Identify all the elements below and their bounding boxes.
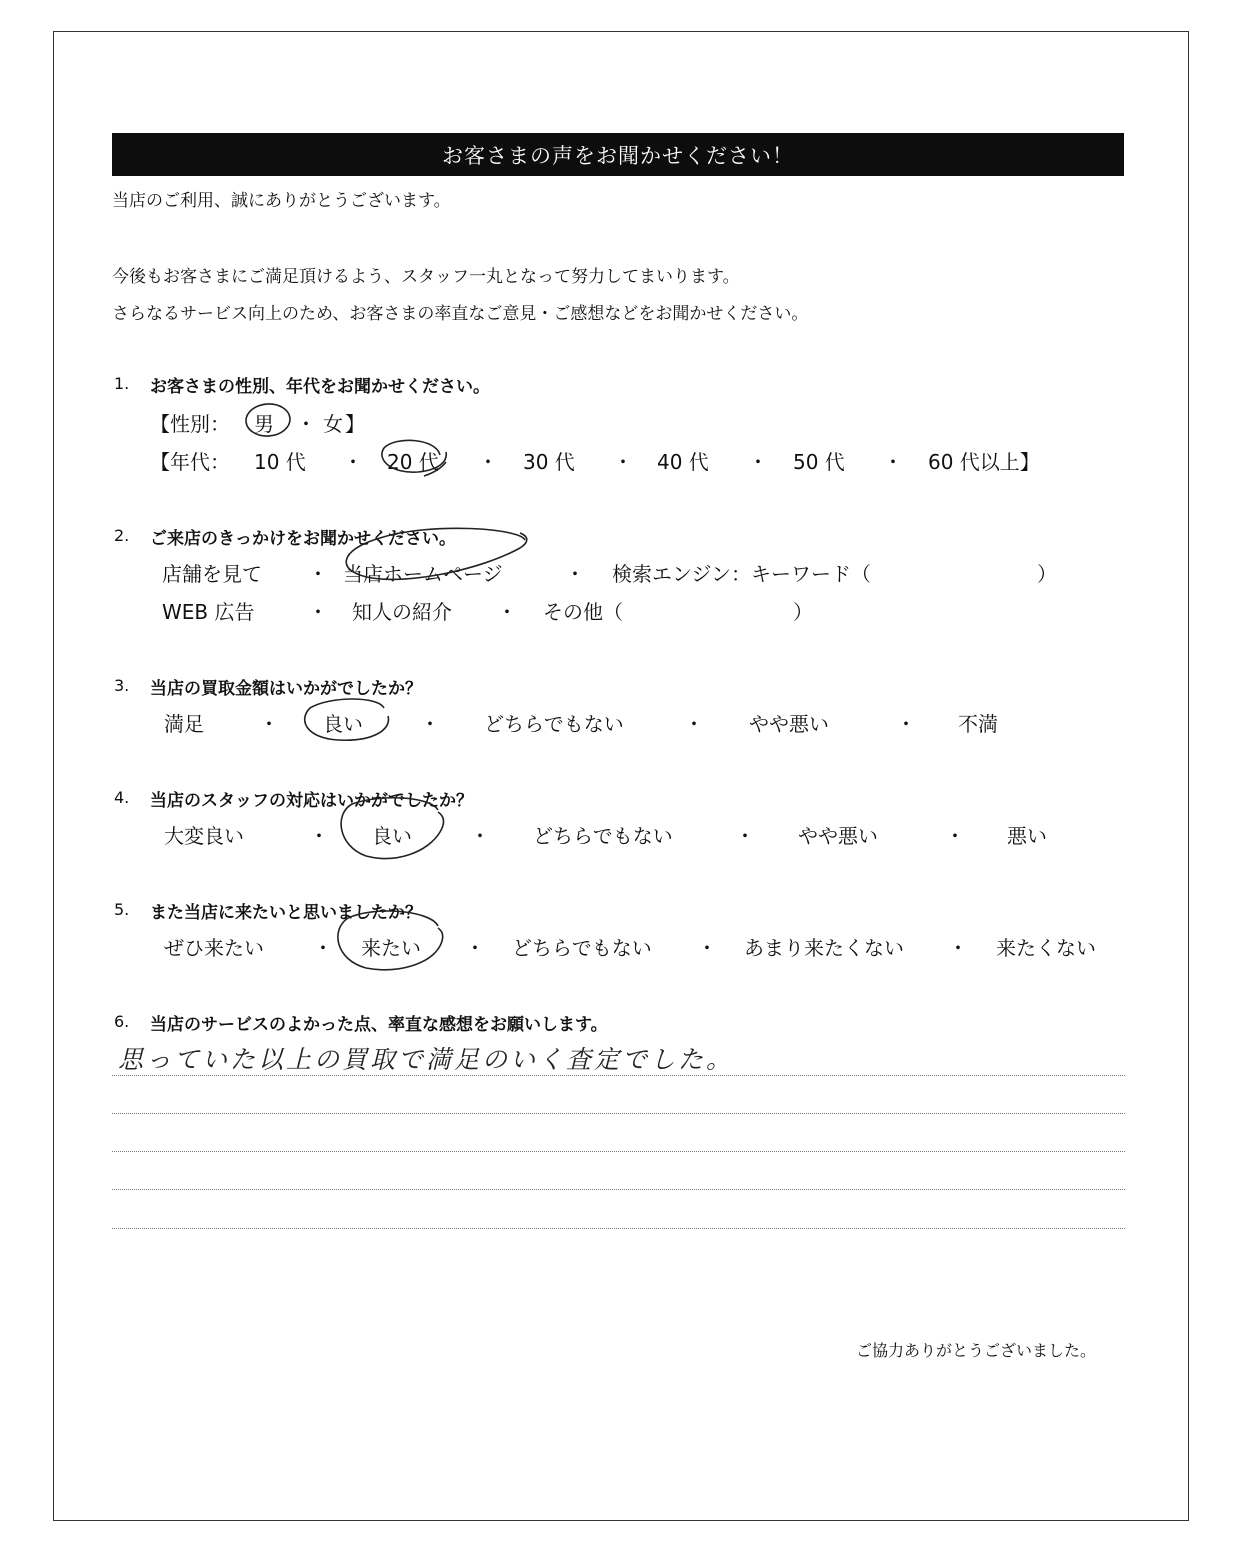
separator-dot: ・ [748, 450, 768, 474]
intro-line-2: 今後もお客さまにご満足頂けるよう、スタッフ一丸となって努力してまいります。 [112, 267, 740, 287]
separator-dot: ・ [613, 450, 633, 474]
q1-gender-male[interactable]: 男 [254, 412, 274, 436]
q1-gender-close: 】 [345, 412, 365, 436]
answer-line [112, 1151, 1125, 1152]
separator-dot: ・ [470, 824, 490, 848]
separator-dot: ・ [420, 712, 440, 736]
q6-question: 当店のサービスのよかった点、率直な感想をお願いします。 [150, 1015, 608, 1035]
q1-age-10[interactable]: 10 代 [254, 450, 306, 474]
q6-number: 6. [114, 1012, 130, 1031]
separator-dot: ・ [735, 824, 755, 848]
q2-question: ご来店のきっかけをお聞かせください。 [150, 529, 456, 549]
separator-dot: ・ [497, 600, 517, 624]
q5-number: 5. [114, 900, 130, 919]
q2-other-close: ） [793, 600, 813, 624]
q4-option-1[interactable]: 大変良い [164, 824, 244, 848]
q2-keyword-close: ） [1037, 562, 1057, 586]
q5-option-4[interactable]: あまり来たくない [744, 936, 904, 960]
separator-dot: ・ [697, 936, 717, 960]
q1-gender-female[interactable]: 女 [323, 412, 343, 436]
separator-dot: ・ [259, 712, 279, 736]
q4-option-3[interactable]: どちらでもない [533, 824, 673, 848]
survey-sheet [53, 31, 1189, 1521]
q1-gender-open: 【性別： [150, 412, 230, 436]
separator-dot: ・ [465, 936, 485, 960]
q3-option-1[interactable]: 満足 [164, 712, 204, 736]
q5-option-5[interactable]: 来たくない [996, 936, 1096, 960]
separator-dot: ・ [883, 450, 903, 474]
q5-option-3[interactable]: どちらでもない [512, 936, 652, 960]
q3-option-5[interactable]: 不満 [958, 712, 998, 736]
q4-option-4[interactable]: やや悪い [798, 824, 878, 848]
separator-dot: ・ [313, 936, 333, 960]
q4-question: 当店のスタッフの対応はいかがでしたか？ [150, 791, 473, 811]
q4-option-5[interactable]: 悪い [1007, 824, 1047, 848]
q1-age-open: 【年代： [150, 450, 230, 474]
separator-dot: ・ [478, 450, 498, 474]
q2-option-homepage[interactable]: 当店ホームページ [343, 562, 503, 586]
separator-dot: ・ [565, 562, 585, 586]
answer-line [112, 1189, 1125, 1190]
q2-option-search-engine[interactable]: 検索エンジン：キーワード（ [612, 562, 871, 586]
q2-option-other[interactable]: その他（ [543, 600, 623, 624]
q1-gender-sep: ・ [296, 412, 316, 436]
q4-number: 4. [114, 788, 130, 807]
q2-option-store[interactable]: 店舗を見て [162, 562, 262, 586]
q5-question: また当店に来たいと思いましたか？ [150, 903, 422, 923]
q1-age-60[interactable]: 60 代以上】 [928, 450, 1040, 474]
q2-number: 2. [114, 526, 130, 545]
closing-thanks: ご協力ありがとうございました。 [856, 1341, 1097, 1360]
q3-question: 当店の買取金額はいかがでしたか？ [150, 679, 422, 699]
q1-question: お客さまの性別、年代をお聞かせください。 [150, 377, 490, 397]
q5-option-2[interactable]: 来たい [361, 936, 421, 960]
separator-dot: ・ [308, 600, 328, 624]
q1-age-50[interactable]: 50 代 [793, 450, 845, 474]
answer-line [112, 1228, 1125, 1229]
q1-number: 1. [114, 374, 130, 393]
intro-line-1: 当店のご利用、誠にありがとうございます。 [112, 191, 451, 211]
separator-dot: ・ [684, 712, 704, 736]
q2-option-referral[interactable]: 知人の紹介 [352, 600, 452, 624]
separator-dot: ・ [948, 936, 968, 960]
q3-option-3[interactable]: どちらでもない [484, 712, 624, 736]
q3-option-2[interactable]: 良い [323, 712, 363, 736]
q6-handwritten-answer[interactable]: 思っていた以上の買取で満足のいく査定でした。 [118, 1045, 735, 1074]
separator-dot: ・ [343, 450, 363, 474]
q5-option-1[interactable]: ぜひ来たい [164, 936, 264, 960]
q3-number: 3. [114, 676, 130, 695]
separator-dot: ・ [309, 824, 329, 848]
answer-line [112, 1075, 1125, 1076]
q1-age-20[interactable]: 20 代 [387, 450, 439, 474]
survey-title: お客さまの声をお聞かせください！ [112, 133, 1124, 176]
intro-line-3: さらなるサービス向上のため、お客さまの率直なご意見・ご感想などをお聞かせください。 [112, 304, 809, 324]
q2-option-web-ad[interactable]: WEB 広告 [162, 600, 255, 624]
separator-dot: ・ [308, 562, 328, 586]
separator-dot: ・ [945, 824, 965, 848]
separator-dot: ・ [896, 712, 916, 736]
q1-age-40[interactable]: 40 代 [657, 450, 709, 474]
q4-option-2[interactable]: 良い [372, 824, 412, 848]
q1-age-30[interactable]: 30 代 [523, 450, 575, 474]
answer-line [112, 1113, 1125, 1114]
q3-option-4[interactable]: やや悪い [749, 712, 829, 736]
